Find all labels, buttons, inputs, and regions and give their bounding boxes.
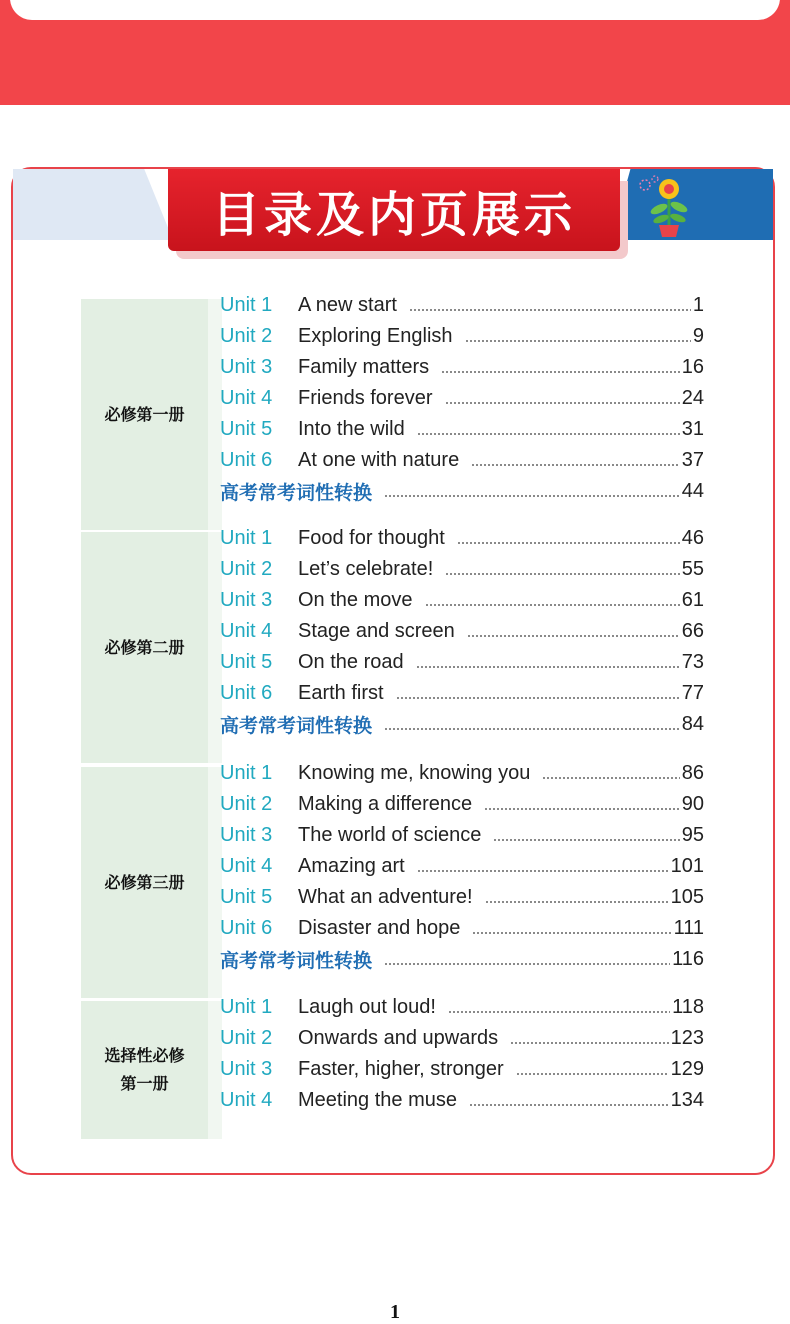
unit-title: Disaster and hope <box>298 917 461 939</box>
dot-leader <box>445 402 680 404</box>
unit-label: Unit 2 <box>220 325 273 347</box>
dot-leader <box>384 495 680 497</box>
page-ref: 46 <box>681 527 704 549</box>
toc-entry[interactable] <box>220 851 704 882</box>
dot-leader <box>409 309 691 311</box>
dot-leader <box>384 963 670 965</box>
page-ref: 77 <box>681 682 704 704</box>
dot-leader <box>457 542 680 544</box>
page-ref: 55 <box>681 558 704 580</box>
page-ref: 134 <box>670 1089 704 1111</box>
toc-entry[interactable] <box>220 1085 704 1116</box>
toc-section <box>81 527 708 763</box>
toc-entry[interactable] <box>220 476 704 507</box>
unit-title: On the road <box>298 651 404 673</box>
unit-title: Faster, higher, stronger <box>298 1058 504 1080</box>
dot-leader <box>485 901 669 903</box>
page-ref: 129 <box>670 1058 704 1080</box>
unit-label: Unit 3 <box>220 589 273 611</box>
unit-label: Unit 2 <box>220 558 273 580</box>
page-number: 1 <box>390 1301 400 1323</box>
section-label-line: 必修第二册 <box>104 637 185 657</box>
unit-label: Unit 2 <box>220 1027 273 1049</box>
page-ref: 9 <box>692 325 704 347</box>
toc-entry[interactable] <box>220 290 704 321</box>
toc-entry[interactable] <box>220 585 704 616</box>
toc-entry[interactable] <box>220 992 704 1023</box>
section-label-line: 选择性必修 <box>104 1046 185 1065</box>
unit-label: Unit 4 <box>220 620 273 642</box>
toc-entry[interactable] <box>220 1054 704 1085</box>
toc-entry[interactable] <box>220 414 704 445</box>
unit-title: On the move <box>298 589 413 611</box>
page-ref: 37 <box>681 449 704 471</box>
review-section-title: 高考常考词性转换 <box>220 482 373 504</box>
section-label <box>81 1001 208 1139</box>
review-section-title: 高考常考词性转换 <box>220 715 373 737</box>
toc-entry[interactable] <box>220 758 704 789</box>
section-label <box>81 767 208 998</box>
unit-title: Into the wild <box>298 418 405 440</box>
dot-leader <box>467 635 680 637</box>
dot-leader <box>396 697 680 699</box>
section-label-line: 必修第一册 <box>104 404 185 424</box>
unit-title: Laugh out loud! <box>298 996 436 1018</box>
top-white-card <box>10 0 780 20</box>
unit-title: Making a difference <box>298 793 473 815</box>
page-ref: 31 <box>681 418 704 440</box>
dot-leader <box>510 1042 669 1044</box>
unit-title: Knowing me, knowing you <box>298 762 531 784</box>
page-ref: 90 <box>681 793 704 815</box>
page-ref: 95 <box>681 824 704 846</box>
header-band-left <box>13 169 173 240</box>
dot-leader <box>417 433 680 435</box>
page-ref: 84 <box>681 713 704 735</box>
page-ref: 24 <box>681 387 704 409</box>
page-ref: 73 <box>681 651 704 673</box>
dot-leader <box>441 371 680 373</box>
unit-title: Exploring English <box>298 325 453 347</box>
toc-entry[interactable] <box>220 616 704 647</box>
toc-entry[interactable] <box>220 944 704 975</box>
toc-frame <box>11 167 775 1323</box>
unit-label: Unit 1 <box>220 762 273 784</box>
page-ref: 116 <box>672 948 704 970</box>
page-ref: 44 <box>681 480 704 502</box>
toc-entry[interactable] <box>220 321 704 352</box>
unit-label: Unit 6 <box>220 917 273 939</box>
unit-label: Unit 1 <box>220 996 273 1018</box>
page-ref: 61 <box>681 589 704 611</box>
unit-title: What an adventure! <box>298 886 473 908</box>
unit-label: Unit 4 <box>220 387 273 409</box>
toc-entry[interactable] <box>220 1023 704 1054</box>
toc-entry[interactable] <box>220 789 704 820</box>
unit-title: Let’s celebrate! <box>298 558 434 580</box>
dot-leader <box>472 932 671 934</box>
toc-entry[interactable] <box>220 647 704 678</box>
top-red-band <box>0 0 790 105</box>
page-ref: 111 <box>673 917 704 939</box>
unit-label: Unit 2 <box>220 793 273 815</box>
unit-title: Amazing art <box>298 855 405 877</box>
dot-leader <box>448 1011 670 1013</box>
page-ref: 105 <box>670 886 704 908</box>
toc-entry[interactable] <box>220 678 704 709</box>
unit-label: Unit 1 <box>220 527 273 549</box>
toc-entry[interactable] <box>220 913 704 944</box>
toc-entry[interactable] <box>220 352 704 383</box>
toc-entry[interactable] <box>220 383 704 414</box>
unit-label: Unit 6 <box>220 682 273 704</box>
toc-entry[interactable] <box>220 882 704 913</box>
toc-section <box>81 996 708 1139</box>
unit-title: Family matters <box>298 356 430 378</box>
unit-label: Unit 4 <box>220 1089 273 1111</box>
unit-label: Unit 3 <box>220 1058 273 1080</box>
section-label <box>81 532 208 763</box>
title-banner <box>168 169 620 251</box>
unit-title: Stage and screen <box>298 620 455 642</box>
unit-title: Onwards and upwards <box>298 1027 499 1049</box>
dot-leader <box>471 464 680 466</box>
dot-leader <box>516 1073 669 1075</box>
unit-label: Unit 3 <box>220 824 273 846</box>
dot-leader <box>465 340 691 342</box>
page-ref: 16 <box>681 356 704 378</box>
unit-title: Friends forever <box>298 387 433 409</box>
unit-title: The world of science <box>298 824 482 846</box>
unit-label: Unit 5 <box>220 651 273 673</box>
unit-title: Meeting the muse <box>298 1089 457 1111</box>
toc-section <box>81 762 708 998</box>
page-ref: 123 <box>670 1027 704 1049</box>
unit-title: Food for thought <box>298 527 445 549</box>
flower-pot-icon <box>637 173 697 239</box>
dot-leader <box>493 839 679 841</box>
section-label-line: 必修第三册 <box>104 872 185 892</box>
page-ref: 86 <box>681 762 704 784</box>
unit-title: Earth first <box>298 682 384 704</box>
unit-label: Unit 5 <box>220 418 273 440</box>
review-section-title: 高考常考词性转换 <box>220 950 373 972</box>
unit-label: Unit 6 <box>220 449 273 471</box>
unit-label: Unit 5 <box>220 886 273 908</box>
toc-entry[interactable] <box>220 554 704 585</box>
page-ref: 1 <box>692 294 704 316</box>
dot-leader <box>469 1104 669 1106</box>
page-title: 目录及内页展示 <box>211 186 576 243</box>
dot-leader <box>417 870 669 872</box>
page-ref: 118 <box>672 996 704 1018</box>
dot-leader <box>484 808 680 810</box>
section-label <box>81 299 208 530</box>
page-ref: 101 <box>670 855 704 877</box>
toc-entry[interactable] <box>220 445 704 476</box>
toc-entry[interactable] <box>220 523 704 554</box>
toc-section <box>81 294 708 530</box>
section-label-line: 第一册 <box>120 1074 169 1093</box>
unit-label: Unit 1 <box>220 294 273 316</box>
dot-leader <box>542 777 679 779</box>
toc-entry[interactable] <box>220 820 704 851</box>
toc-entry[interactable] <box>220 709 704 740</box>
dot-leader <box>384 728 680 730</box>
unit-title: At one with nature <box>298 449 460 471</box>
unit-label: Unit 4 <box>220 855 273 877</box>
page-ref: 66 <box>681 620 704 642</box>
dot-leader <box>445 573 679 575</box>
dot-leader <box>416 666 680 668</box>
unit-label: Unit 3 <box>220 356 273 378</box>
dot-leader <box>425 604 680 606</box>
unit-title: A new start <box>298 294 397 316</box>
